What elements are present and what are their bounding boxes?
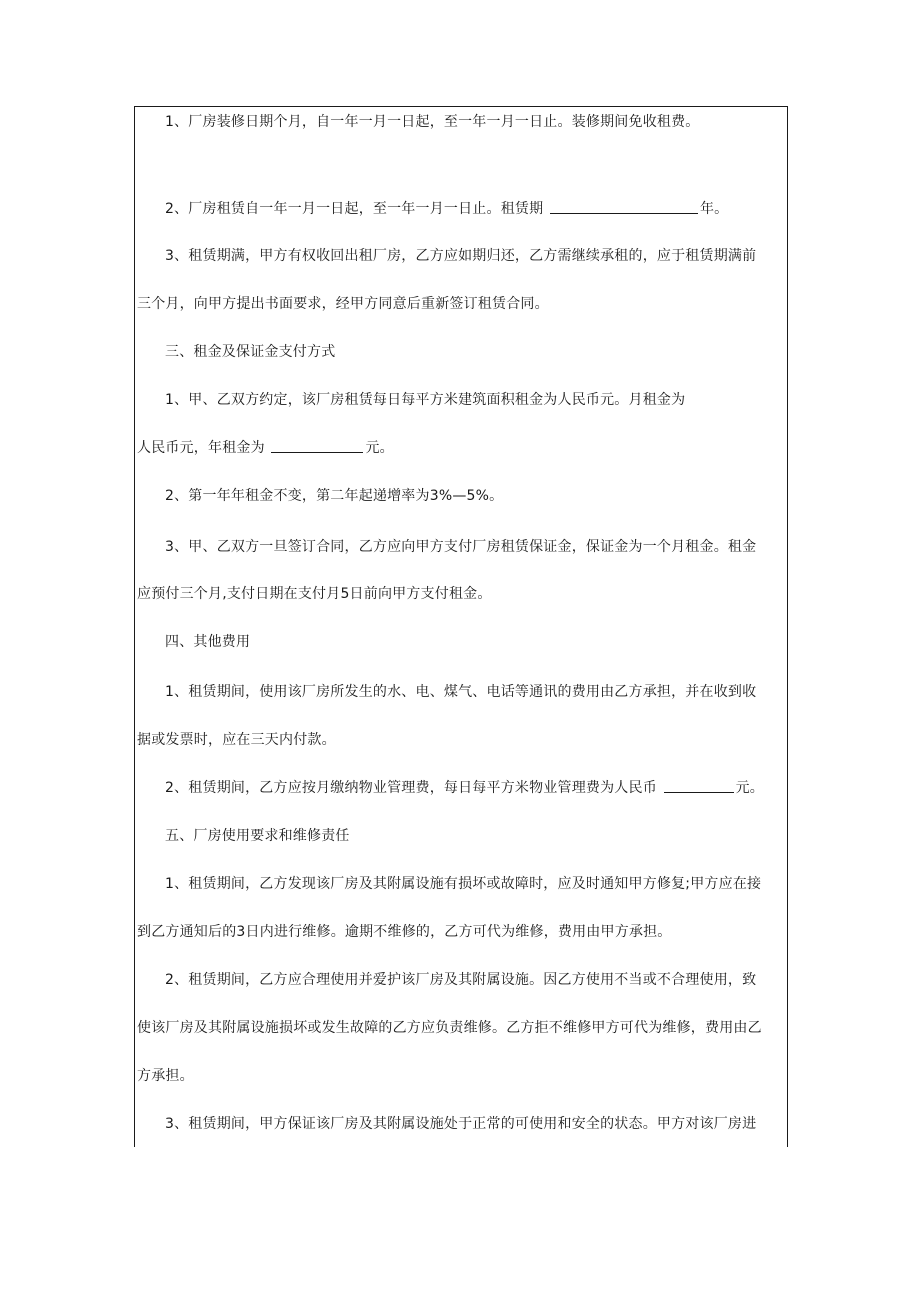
clause-rent-amount-cont [137,438,783,458]
section-heading-other-fees [137,632,811,652]
text-span: 1、租赁期间，使用该厂房所发生的水、电、煤气、电话等通讯的费用由乙方承担，并在收到收 [165,684,757,700]
clause-repair-notice-cont [137,922,783,942]
clause-repair-notice [137,874,811,894]
clause-utilities-cont [137,730,783,750]
section-heading-rent [137,342,811,362]
text-span: 五、厂房使用要求和维修责任 [165,828,350,844]
text-span: 1、租赁期间，乙方发现该厂房及其附属设施有损坏或故障时，应及时通知甲方修复;甲方应在接 [165,876,762,892]
clause-rent-increase [137,486,811,506]
text-span: 人民币元，年租金为 [137,440,265,456]
clause-proper-use-cont [137,1018,783,1038]
text-span: 到乙方通知后的3日内进行维修。逾期不维修的，乙方可代为维修，费用由甲方承担。 [137,924,672,940]
text-span: 据或发票时，应在三天内付款。 [137,732,336,748]
text-span: 2、租赁期间，乙方应按月缴纳物业管理费，每日每平方米物业管理费为人民币 [165,780,657,796]
section-heading-maintenance [137,826,811,846]
text-span: 四、其他费用 [165,634,251,650]
clause-lease-expiry-cont [137,294,783,314]
clause-safe-condition [137,1114,811,1134]
text-span: 1、厂房装修日期个月，自一年一月一日起，至一年一月一日止。装修期间免收租费。 [165,114,700,130]
clause-proper-use [137,970,811,990]
text-span: 年。 [699,201,729,217]
clause-lease-term [137,199,811,219]
clause-rent-amount [137,390,811,410]
text-span: 三、租金及保证金支付方式 [165,344,336,360]
text-span: 1、甲、乙双方约定，该厂房租赁每日每平方米建筑面积租金为人民币元。月租金为 [165,392,686,408]
text-span: 使该厂房及其附属设施损坏或发生故障的乙方应负责维修。乙方拒不维修甲方可代为维修，费用由乙 [137,1020,762,1036]
text-span: 元。 [735,780,764,796]
text-span: 2、第一年年租金不变，第二年起递增率为3%—5%。 [165,488,504,504]
clause-proper-use-cont2 [137,1066,783,1086]
fill-blank [550,200,698,214]
text-span: 方承担。 [137,1068,194,1084]
clause-deposit-cont [137,584,783,604]
text-span: 2、租赁期间，乙方应合理使用并爱护该厂房及其附属设施。因乙方使用不当或不合理使用，致 [165,972,757,988]
clause-deposit [137,537,811,557]
text-span: 元。 [365,440,394,456]
fill-blank [664,779,734,793]
text-span: 3、租赁期间，甲方保证该厂房及其附属设施处于正常的可使用和安全的状态。甲方对该厂房进 [165,1116,757,1132]
clause-lease-expiry [137,246,811,266]
text-span: 三个月，向甲方提出书面要求，经甲方同意后重新签订租赁合同。 [137,296,549,312]
text-span: 3、租赁期满，甲方有权收回出租厂房，乙方应如期归还，乙方需继续承租的，应于租赁期满前 [165,248,757,264]
text-span: 3、甲、乙双方一旦签订合同，乙方应向甲方支付厂房租赁保证金，保证金为一个月租金。租金 [165,539,757,555]
clause-utilities [137,682,811,702]
text-span: 应预付三个月,支付日期在支付月5日前向甲方支付租金。 [137,586,492,602]
fill-blank [271,439,363,453]
text-span: 2、厂房租赁自一年一月一日起，至一年一月一日止。租赁期 [165,201,544,217]
clause-property-fee [137,778,811,798]
clause-renovation-period [137,112,811,132]
